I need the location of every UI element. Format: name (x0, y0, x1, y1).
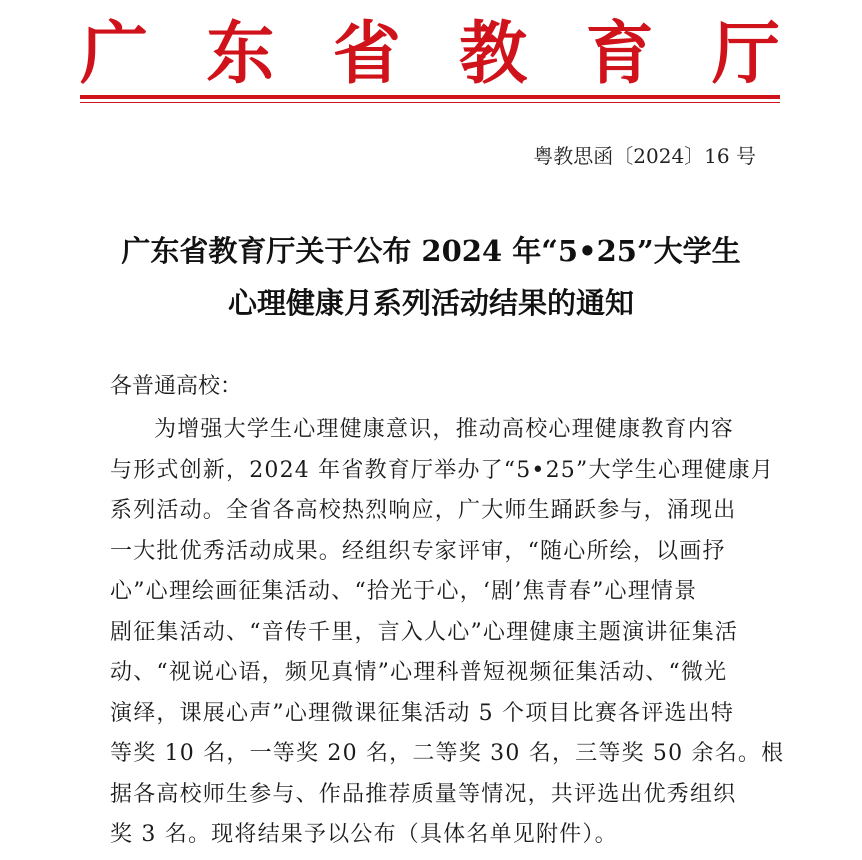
salutation: 各普通高校： (110, 374, 243, 399)
masthead-rule-thick (80, 95, 780, 99)
masthead-char: 广 (80, 14, 149, 94)
masthead-rule-thin (80, 102, 780, 103)
body-line: 心”心理绘画征集活动、“拾光于心，‘剧’焦青春”心理情景 (110, 579, 698, 604)
masthead-char: 厅 (711, 14, 780, 94)
title-line-1: 广东省教育厅关于公布 2024 年“5•25”大学生 (121, 234, 741, 268)
masthead (80, 16, 780, 92)
body-line: 据各高校师生参与、作品推荐质量等情况，共评选出优秀组织 (110, 781, 737, 807)
body-line: 剧征集活动、“音传千里，言入人心”心理健康主题演讲征集活 (110, 619, 739, 645)
body-line: 奖 3 名。现将结果予以公布（具体名单见附件）。 (110, 822, 618, 847)
title-line-2: 心理健康月系列活动结果的通知 (227, 286, 634, 320)
body-line: 等奖 10 名，一等奖 20 名，二等奖 30 名，三等奖 50 余名。根 (110, 741, 785, 766)
body-line: 与形式创新，2024 年省教育厅举办了“5•25”大学生心理健康月 (110, 457, 775, 483)
document-title (60, 225, 802, 329)
masthead-char: 育 (585, 14, 654, 94)
masthead-char: 省 (332, 14, 401, 94)
body-line: 演绎，课展心声”心理微课征集活动 5 个项目比赛各评选出特 (110, 700, 735, 726)
body-line: 动、“视说心语，频见真情”心理科普短视频征集活动、“微光 (110, 660, 728, 685)
body-line: 一大批优秀活动成果。经组织专家评审，“随心所绘，以画抒 (110, 538, 726, 564)
body-paragraph (110, 410, 785, 856)
masthead-char: 东 (206, 14, 275, 94)
body-line: 为增强大学生心理健康意识，推动高校心理健康教育内容 (154, 417, 735, 442)
masthead-char: 教 (459, 14, 528, 94)
document-number: 粤教思函〔2024〕16 号 (533, 144, 756, 168)
body-line: 系列活动。全省各高校热烈响应，广大师生踊跃参与，涌现出 (110, 498, 737, 523)
